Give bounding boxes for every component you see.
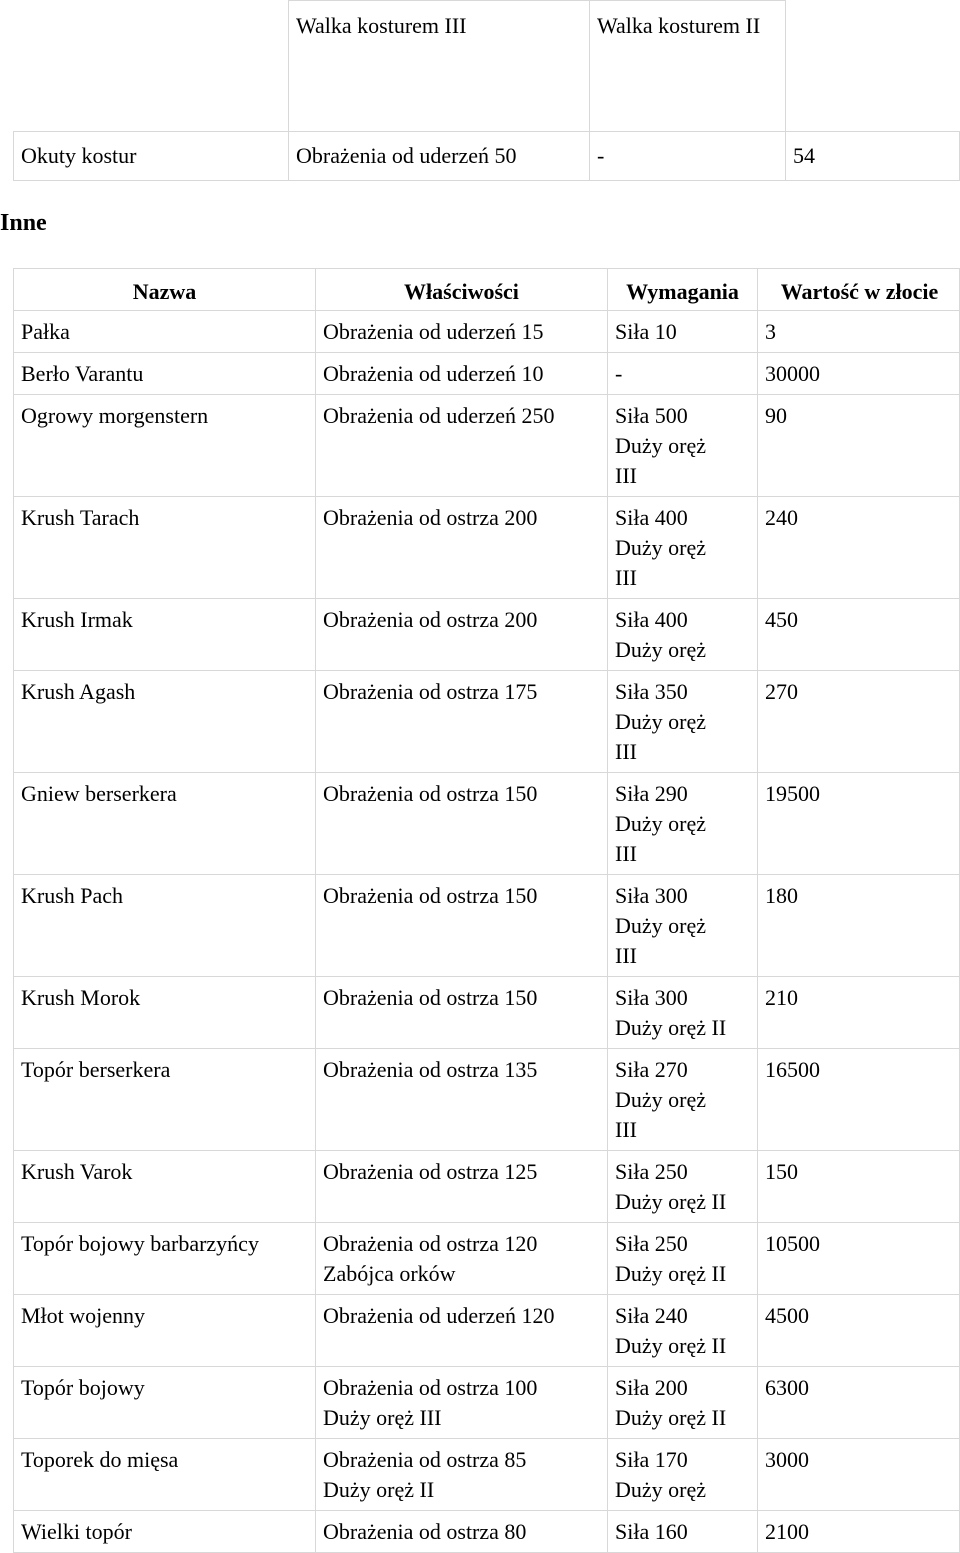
table-cell — [14, 1, 289, 132]
table-row — [14, 773, 960, 875]
item-properties — [316, 977, 608, 1049]
cell-line: Duży oręż II — [615, 1189, 727, 1214]
cell-line: Siła 200 — [615, 1375, 688, 1400]
table-row — [14, 1151, 960, 1223]
cell-line: - — [615, 361, 623, 386]
table-row — [14, 977, 960, 1049]
item-gold-value: 210 — [758, 977, 960, 1049]
column-header-name: Nazwa — [14, 269, 316, 311]
table-cell: Obrażenia od uderzeń 50 — [289, 132, 590, 181]
cell-line: Obrażenia od ostrza 150 — [323, 781, 538, 806]
table-cell: Okuty kostur — [14, 132, 289, 181]
item-name: Krush Agash — [14, 671, 316, 773]
item-requirements — [608, 1511, 758, 1553]
item-name: Topór bojowy barbarzyńcy — [14, 1223, 316, 1295]
table-cell — [786, 1, 960, 132]
cell-line: Obrażenia od ostrza 80 — [323, 1519, 527, 1544]
item-requirements — [608, 671, 758, 773]
item-name: Młot wojenny — [14, 1295, 316, 1367]
cell-line: Duży oręż — [615, 811, 707, 836]
item-requirements — [608, 599, 758, 671]
cell-line: Obrażenia od ostrza 85 — [323, 1447, 527, 1472]
table-row — [14, 1511, 960, 1553]
table-row — [14, 875, 960, 977]
cell-line: Siła 10 — [615, 319, 677, 344]
item-name: Krush Morok — [14, 977, 316, 1049]
item-properties — [316, 395, 608, 497]
table-row — [14, 1367, 960, 1439]
cell-line: Duży oręż — [615, 535, 707, 560]
cell-line: Siła 400 — [615, 505, 688, 530]
item-properties — [316, 1049, 608, 1151]
item-requirements — [608, 497, 758, 599]
item-properties — [316, 1223, 608, 1295]
item-name: Krush Pach — [14, 875, 316, 977]
item-requirements — [608, 311, 758, 353]
table-cell: - — [590, 132, 786, 181]
cell-line: Obrażenia od ostrza 175 — [323, 679, 538, 704]
cell-line: Obrażenia od ostrza 125 — [323, 1159, 538, 1184]
cell-line: Obrażenia od uderzeń 120 — [323, 1303, 555, 1328]
top-table-header-row — [14, 1, 960, 132]
cell-line: Siła 240 — [615, 1303, 688, 1328]
table-row — [14, 1295, 960, 1367]
item-name: Krush Irmak — [14, 599, 316, 671]
table-cell: Walka kosturem III — [289, 1, 590, 132]
item-requirements — [608, 1049, 758, 1151]
cell-line: III — [615, 463, 637, 488]
cell-line: Duży oręż II — [323, 1477, 435, 1502]
table-row — [14, 1223, 960, 1295]
cell-line: Obrażenia od ostrza 200 — [323, 607, 538, 632]
item-gold-value: 6300 — [758, 1367, 960, 1439]
table-row — [14, 497, 960, 599]
cell-line: Obrażenia od uderzeń 15 — [323, 319, 544, 344]
column-header-properties: Właściwości — [316, 269, 608, 311]
item-gold-value: 450 — [758, 599, 960, 671]
cell-line: Duży oręż — [615, 637, 707, 662]
table-cell: Walka kosturem II — [590, 1, 786, 132]
cell-line: III — [615, 1117, 637, 1142]
cell-line: Zabójca orków — [323, 1261, 456, 1286]
cell-line: Duży oręż — [615, 913, 707, 938]
cell-line: Obrażenia od ostrza 150 — [323, 985, 538, 1010]
column-header-requirements: Wymagania — [608, 269, 758, 311]
item-requirements — [608, 875, 758, 977]
cell-line: Siła 250 — [615, 1159, 688, 1184]
cell-line: Siła 400 — [615, 607, 688, 632]
table-header-row — [14, 269, 960, 311]
cell-line: Duży oręż — [615, 709, 707, 734]
cell-line: Siła 250 — [615, 1231, 688, 1256]
item-properties — [316, 1151, 608, 1223]
cell-line: III — [615, 739, 637, 764]
items-table — [13, 268, 960, 1553]
item-requirements — [608, 395, 758, 497]
cell-line: Duży oręż II — [615, 1333, 727, 1358]
items-table-body — [14, 311, 960, 1553]
column-header-gold-value: Wartość w złocie — [758, 269, 960, 311]
cell-line: Obrażenia od ostrza 200 — [323, 505, 538, 530]
cell-line: Duży oręż — [615, 433, 707, 458]
item-properties — [316, 671, 608, 773]
top-table — [13, 0, 960, 181]
cell-line: Siła 300 — [615, 883, 688, 908]
item-gold-value: 150 — [758, 1151, 960, 1223]
table-row — [14, 1439, 960, 1511]
cell-line: Obrażenia od uderzeń 10 — [323, 361, 544, 386]
item-properties — [316, 773, 608, 875]
cell-line: Siła 160 — [615, 1519, 688, 1544]
cell-line: Duży oręż II — [615, 1015, 727, 1040]
item-gold-value: 4500 — [758, 1295, 960, 1367]
cell-line: Siła 300 — [615, 985, 688, 1010]
item-requirements — [608, 977, 758, 1049]
cell-line: Duży oręż II — [615, 1261, 727, 1286]
table-row — [14, 353, 960, 395]
cell-line: III — [615, 565, 637, 590]
item-gold-value: 16500 — [758, 1049, 960, 1151]
item-requirements — [608, 1295, 758, 1367]
item-properties — [316, 1295, 608, 1367]
table-cell: 54 — [786, 132, 960, 181]
item-requirements — [608, 773, 758, 875]
cell-line: Duży oręż — [615, 1087, 707, 1112]
item-gold-value: 3000 — [758, 1439, 960, 1511]
item-requirements — [608, 1439, 758, 1511]
cell-line: Obrażenia od ostrza 100 — [323, 1375, 538, 1400]
cell-line: III — [615, 943, 637, 968]
table-row — [14, 671, 960, 773]
item-properties — [316, 1439, 608, 1511]
cell-line: Siła 170 — [615, 1447, 688, 1472]
item-name: Pałka — [14, 311, 316, 353]
item-properties — [316, 311, 608, 353]
cell-line: Siła 350 — [615, 679, 688, 704]
item-name: Topór bojowy — [14, 1367, 316, 1439]
table-row — [14, 311, 960, 353]
item-gold-value: 10500 — [758, 1223, 960, 1295]
item-name: Berło Varantu — [14, 353, 316, 395]
cell-line: Siła 270 — [615, 1057, 688, 1082]
item-requirements — [608, 1223, 758, 1295]
item-requirements — [608, 353, 758, 395]
item-requirements — [608, 1367, 758, 1439]
item-gold-value: 3 — [758, 311, 960, 353]
cell-line: Siła 500 — [615, 403, 688, 428]
item-gold-value: 19500 — [758, 773, 960, 875]
cell-line: Obrażenia od ostrza 150 — [323, 883, 538, 908]
cell-line: Duży oręż II — [615, 1405, 727, 1430]
item-properties — [316, 599, 608, 671]
cell-line: Siła 290 — [615, 781, 688, 806]
item-name: Krush Varok — [14, 1151, 316, 1223]
item-properties — [316, 875, 608, 977]
cell-line: III — [615, 841, 637, 866]
section-heading: Inne — [0, 210, 47, 236]
item-gold-value: 270 — [758, 671, 960, 773]
item-name: Gniew berserkera — [14, 773, 316, 875]
item-name: Krush Tarach — [14, 497, 316, 599]
cell-line: Obrażenia od uderzeń 250 — [323, 403, 555, 428]
cell-line: Duży oręż — [615, 1477, 707, 1502]
item-name: Toporek do mięsa — [14, 1439, 316, 1511]
item-name: Ogrowy morgenstern — [14, 395, 316, 497]
table-row — [14, 132, 960, 181]
cell-line: Obrażenia od ostrza 120 — [323, 1231, 538, 1256]
item-properties — [316, 1511, 608, 1553]
item-gold-value: 30000 — [758, 353, 960, 395]
table-row — [14, 599, 960, 671]
item-name: Topór berserkera — [14, 1049, 316, 1151]
item-gold-value: 90 — [758, 395, 960, 497]
table-row — [14, 395, 960, 497]
item-requirements — [608, 1151, 758, 1223]
item-name: Wielki topór — [14, 1511, 316, 1553]
item-properties — [316, 353, 608, 395]
item-gold-value: 240 — [758, 497, 960, 599]
cell-line: Duży oręż III — [323, 1405, 442, 1430]
cell-line: Obrażenia od ostrza 135 — [323, 1057, 538, 1082]
item-properties — [316, 1367, 608, 1439]
item-gold-value: 180 — [758, 875, 960, 977]
table-row — [14, 1049, 960, 1151]
item-gold-value: 2100 — [758, 1511, 960, 1553]
item-properties — [316, 497, 608, 599]
